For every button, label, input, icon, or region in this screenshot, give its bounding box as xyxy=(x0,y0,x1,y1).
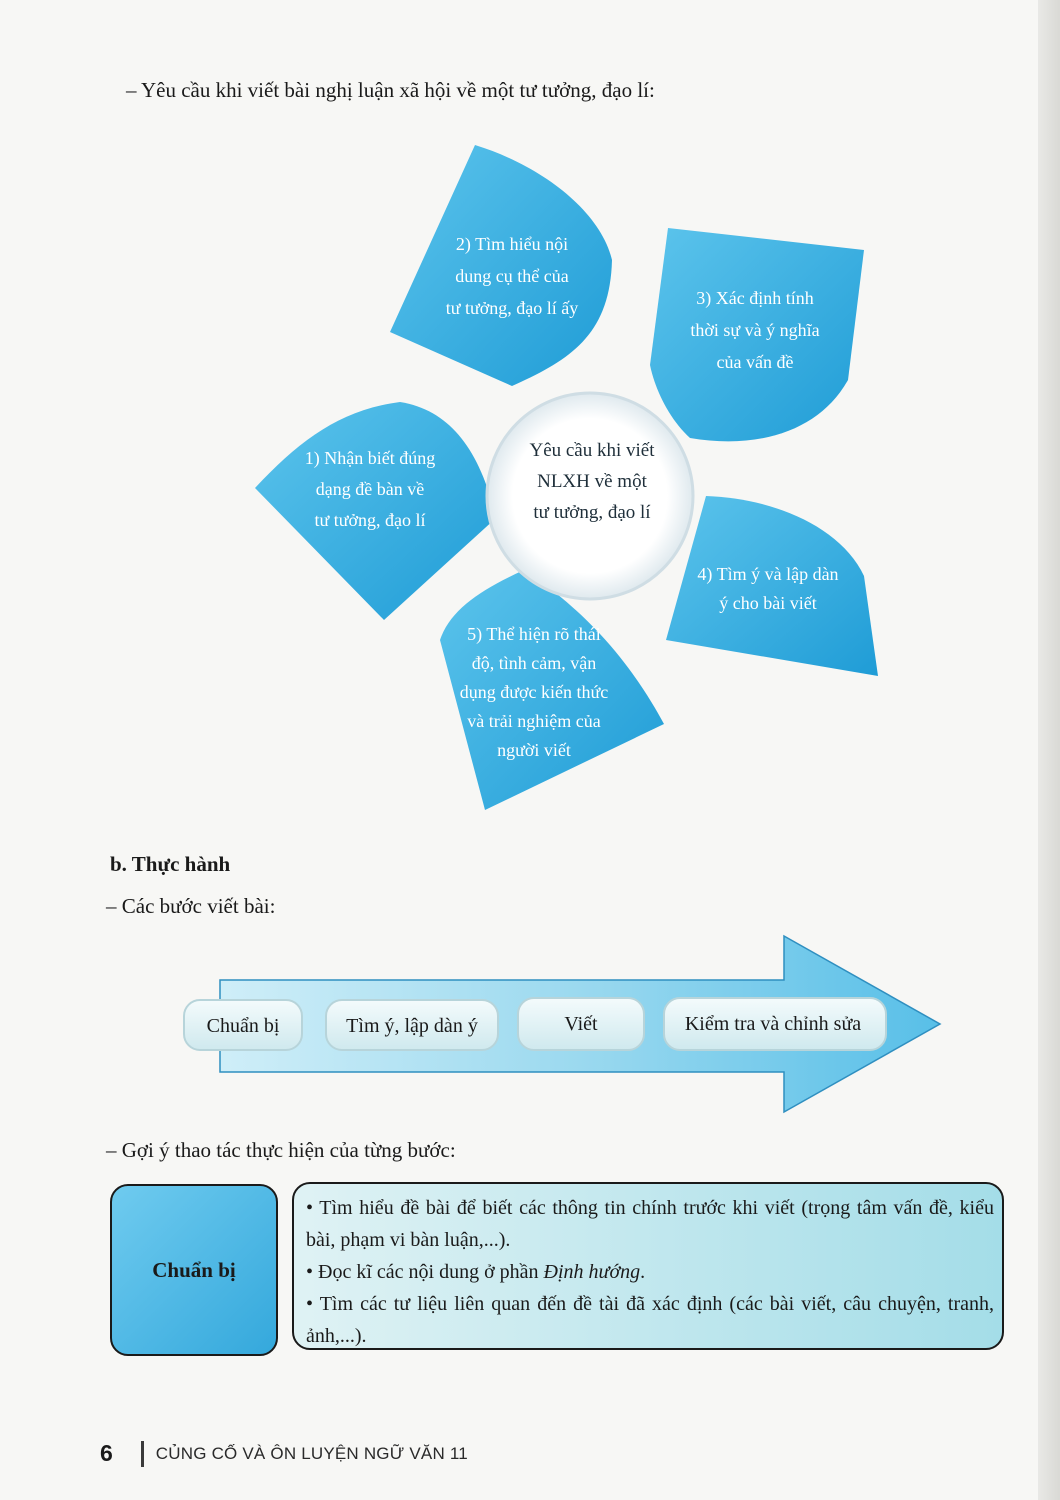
petal-2-line-2: dung cụ thể của xyxy=(455,266,569,286)
prep-hint-2 xyxy=(306,1256,994,1288)
intro-line: – Yêu cầu khi viết bài nghị luận xã hội về một tư tưởng, đạo lí: xyxy=(126,78,655,102)
step-4-label: Kiểm tra và chỉnh sửa xyxy=(684,1013,862,1035)
section-b-title: b. Thực hành xyxy=(110,852,231,876)
page-footer xyxy=(100,1440,468,1467)
petal-5-line-5: người viết xyxy=(497,740,571,760)
hints-intro: – Gợi ý thao tác thực hiện của từng bước: xyxy=(106,1138,456,1162)
center-label-line-1: Yêu cầu khi viết xyxy=(529,440,655,461)
prep-label: Chuẩn bị xyxy=(152,1257,236,1282)
prep-hint-2-emphasis: Định hướng xyxy=(543,1261,641,1283)
prep-hint-1: • Tìm hiểu đề bài để biết các thông tin chính trước khi viết (trọng tâm vấn đề, kiểu bài, phạm vi bàn luận,...). xyxy=(306,1197,994,1251)
petal-1-label xyxy=(305,448,435,530)
prep-hint-3: • Tìm các tư liệu liên quan đến đề tài đã xác định (các bài viết, câu chuyện, tranh, ảnh,...). xyxy=(306,1293,994,1347)
petal-3-line-1: 3) Xác định tính xyxy=(696,288,814,308)
step-2-label: Tìm ý, lập dàn ý xyxy=(346,1015,478,1037)
petal-5-line-1: 5) Thể hiện rõ thái xyxy=(467,624,601,644)
petal-3-line-2: thời sự và ý nghĩa xyxy=(690,320,820,340)
petal-1-line-1: 1) Nhận biết đúng xyxy=(304,448,436,468)
prep-hint-2-end: . xyxy=(640,1261,646,1283)
petal-4 xyxy=(666,496,878,676)
petal-1-line-3: tư tưởng, đạo lí xyxy=(314,510,426,530)
petal-3-line-3: của vấn đề xyxy=(716,352,794,372)
book-title: CỦNG CỐ VÀ ÔN LUYỆN NGỮ VĂN 11 xyxy=(155,1443,468,1463)
prep-hints-box xyxy=(292,1182,1004,1350)
petal-5-line-3: dụng được kiến thức xyxy=(459,682,609,702)
petal-2-line-3: tư tưởng, đạo lí ấy xyxy=(445,298,579,318)
petal-2-label xyxy=(446,234,579,318)
petal-2-line-1: 2) Tìm hiểu nội xyxy=(455,234,569,254)
petal-4-line-1: 4) Tìm ý và lập dàn xyxy=(697,564,839,584)
steps-intro: – Các bước viết bài: xyxy=(106,894,276,918)
page-number: 6 xyxy=(100,1440,113,1466)
center-circle xyxy=(487,393,693,599)
step-3-label: Viết xyxy=(564,1013,598,1035)
petal-1-line-2: dạng đề bàn về xyxy=(315,479,425,499)
center-label-line-3: tư tưởng, đạo lí xyxy=(533,502,651,523)
center-label xyxy=(529,440,655,523)
footer-divider xyxy=(141,1441,144,1467)
petal-5-line-4: và trải nghiệm của xyxy=(467,711,601,731)
prep-label-box xyxy=(110,1184,278,1356)
petal-4-line-2: ý cho bài viết xyxy=(719,593,817,613)
requirements-diagram xyxy=(0,120,1060,840)
petal-5-line-2: độ, tình cảm, vận xyxy=(471,653,597,673)
steps-arrow xyxy=(0,932,1060,1122)
prep-hint-2-text: • Đọc kĩ các nội dung ở phần xyxy=(306,1261,544,1283)
center-label-line-2: NLXH về một xyxy=(537,471,647,492)
step-1-label: Chuẩn bị xyxy=(206,1015,280,1037)
